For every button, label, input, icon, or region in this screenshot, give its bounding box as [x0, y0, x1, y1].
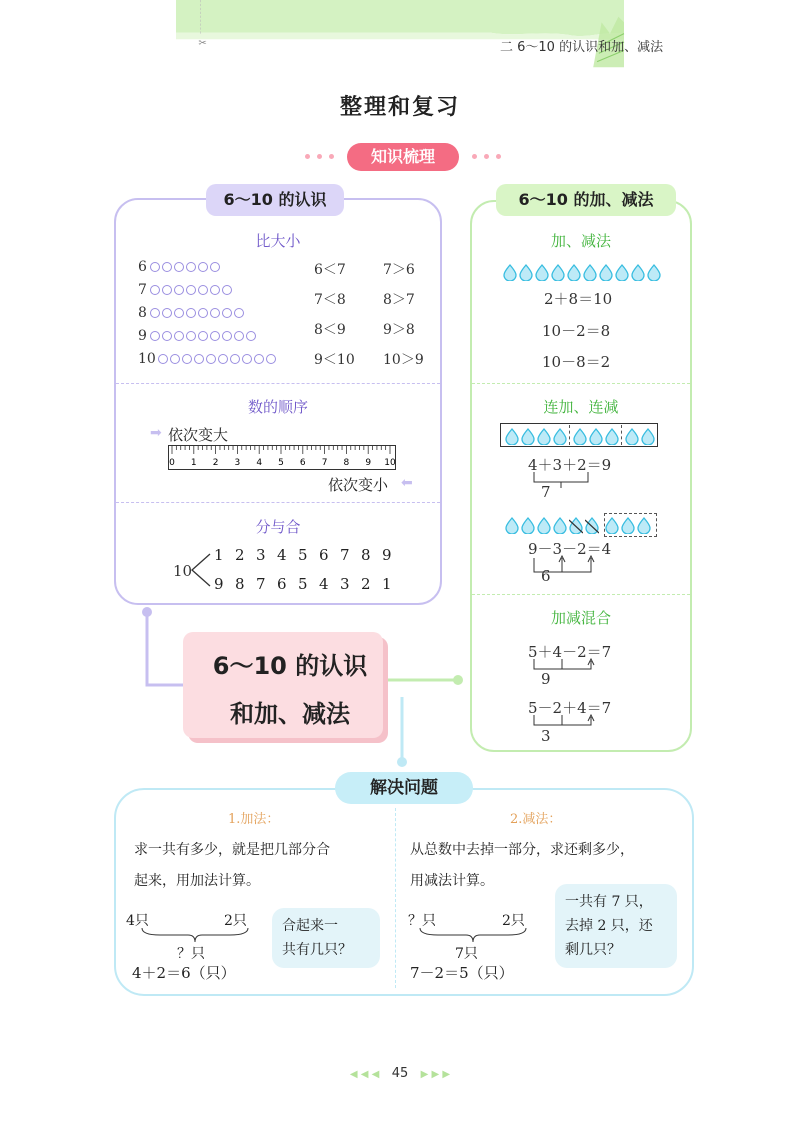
- page-number: 45: [391, 1066, 409, 1081]
- circle-icon: [242, 354, 252, 364]
- split-number: 4: [277, 546, 287, 564]
- ruler-label: 9: [365, 458, 372, 468]
- right-panel-tab: 6～10 的加、减法: [496, 184, 676, 216]
- knowledge-badge: 知识梳理: [347, 143, 459, 171]
- circle-icon: [210, 285, 220, 295]
- decor-dot: [305, 154, 310, 159]
- compare-row: [138, 351, 278, 374]
- water-drop-icon: [589, 428, 603, 445]
- circle-icon: [246, 331, 256, 341]
- circle-icon: [222, 285, 232, 295]
- water-drop-icon: [585, 517, 599, 534]
- split-heading: 分与合: [255, 518, 301, 536]
- center-line-1: 6～10 的认识: [212, 652, 368, 680]
- chain-sub-mid: 6: [541, 567, 551, 585]
- circle-icon: [150, 308, 160, 318]
- subtraction-speech-bubble: [555, 884, 677, 968]
- order-heading: 数的顺序: [247, 398, 308, 416]
- addition-speech-bubble: [272, 908, 380, 968]
- compare-row: [138, 259, 278, 282]
- mixed1-mid: 9: [541, 670, 551, 688]
- page-title: 整理和复习: [339, 95, 460, 120]
- circle-icon: [150, 285, 160, 295]
- circle-icon: [230, 354, 240, 364]
- split-number: 5: [298, 546, 308, 564]
- mixed-heading: 加减混合: [550, 609, 611, 627]
- water-drop-icon: [553, 517, 567, 534]
- ruler-label: 1: [190, 458, 197, 468]
- subtraction-right-qty: 2只: [502, 913, 525, 929]
- split-bottom-row: [214, 575, 403, 593]
- circle-icon: [174, 262, 184, 272]
- chain-add-mid: 7: [541, 483, 551, 501]
- chain-sub-eq: 9－3－2＝4: [528, 540, 612, 558]
- circle-icon: [150, 331, 160, 341]
- circle-icon: [162, 331, 172, 341]
- split-number: 3: [340, 575, 350, 593]
- water-drop-icon: [647, 264, 661, 281]
- water-drop-icon: [583, 264, 597, 281]
- ruler-label: 10: [384, 458, 396, 468]
- circle-icon: [174, 331, 184, 341]
- divider: [472, 383, 690, 384]
- subtraction-text-2: 用减法计算。: [410, 873, 494, 889]
- chain-heading: 连加、连减: [543, 398, 619, 416]
- circle-icon: [174, 285, 184, 295]
- arrow-left-icon: ⬅: [401, 475, 413, 491]
- compare-heading: 比大小: [255, 232, 301, 250]
- addsub-eq-3: 10－8＝2: [542, 353, 611, 371]
- compare-col-less: [314, 259, 355, 379]
- compare-greater-item: 8＞7: [383, 292, 415, 308]
- compare-greater-item: 7＞6: [383, 262, 415, 278]
- circle-icon: [150, 262, 160, 272]
- compare-col-greater: [383, 259, 424, 379]
- center-line-2: 和加、减法: [230, 700, 350, 728]
- addition-text-2: 起来，用加法计算。: [134, 873, 260, 889]
- water-drop-icon: [521, 517, 535, 534]
- compare-row-number: 9: [138, 328, 147, 344]
- compare-rows: [138, 259, 278, 374]
- split-number: 8: [235, 575, 245, 593]
- split-number: 4: [319, 575, 329, 593]
- split-number: 2: [235, 546, 245, 564]
- addition-total: ？只: [177, 946, 205, 962]
- group-divider: [569, 425, 570, 445]
- water-drop-icon: [551, 264, 565, 281]
- split-number: 7: [340, 546, 350, 564]
- water-drop-icon: [505, 517, 519, 534]
- water-drop-icon: [505, 428, 519, 445]
- circle-icon: [234, 331, 244, 341]
- circle-icon: [182, 354, 192, 364]
- subtraction-equation: 7－2＝5（只）: [410, 964, 514, 982]
- compare-row-number: 7: [138, 282, 147, 298]
- circle-icon: [218, 354, 228, 364]
- compare-row-number: 10: [138, 351, 156, 367]
- circle-icon: [174, 308, 184, 318]
- triangle-left-icon: ◀ ◀ ◀: [349, 1069, 380, 1080]
- water-drops-row: [505, 426, 657, 445]
- chapter-title: 二 6～10 的认识和加、减法: [500, 40, 664, 55]
- circle-icon: [158, 354, 168, 364]
- split-number: 9: [214, 575, 224, 593]
- split-number: 1: [214, 546, 224, 564]
- subtraction-left-qty: ？只: [408, 913, 436, 929]
- circle-icon: [198, 285, 208, 295]
- circle-icon: [222, 331, 232, 341]
- problem-solving-badge: 解决问题: [335, 772, 473, 804]
- compare-less-item: 9＜10: [314, 352, 355, 368]
- split-number: 6: [277, 575, 287, 593]
- split-number: 2: [361, 575, 371, 593]
- water-drop-icon: [605, 428, 619, 445]
- order-up-label: 依次变大: [168, 426, 229, 444]
- ruler-label: 8: [343, 458, 350, 468]
- split-number: 5: [298, 575, 308, 593]
- split-number: 6: [319, 546, 329, 564]
- ruler-label: 7: [321, 458, 328, 468]
- left-panel-tab: 6～10 的认识: [206, 184, 344, 216]
- addition-label: 1.加法：: [228, 812, 280, 827]
- circle-icon: [266, 354, 276, 364]
- water-drop-icon: [521, 428, 535, 445]
- circle-icon: [254, 354, 264, 364]
- split-number: 9: [382, 546, 392, 564]
- circle-icon: [198, 308, 208, 318]
- mixed1-eq: 5＋4－2＝7: [528, 643, 612, 661]
- ruler-label: 0: [169, 458, 175, 468]
- subtraction-label: 2.减法：: [510, 812, 562, 827]
- water-drop-icon: [625, 428, 639, 445]
- compare-greater-item: 9＞8: [383, 322, 415, 338]
- subtraction-text-1: 从总数中去掉一部分，求还剩多少，: [410, 842, 634, 858]
- decor-dot: [484, 154, 489, 159]
- split-number: 8: [361, 546, 371, 564]
- split-number: 3: [256, 546, 266, 564]
- divider: [395, 808, 396, 988]
- circle-icon: [210, 308, 220, 318]
- compare-row: [138, 328, 278, 351]
- water-drop-icon: [573, 428, 587, 445]
- split-bracket: [190, 552, 212, 588]
- bubble-line: 剩几只？: [565, 942, 621, 958]
- water-drop-icon: [615, 264, 629, 281]
- arrow-right-icon: ➡: [150, 425, 162, 441]
- addsub-heading: 加、减法: [550, 232, 611, 250]
- circle-icon: [210, 262, 220, 272]
- svg-text:✂: ✂: [198, 37, 207, 49]
- ruler-label: 3: [234, 458, 241, 468]
- water-drop-icon: [599, 264, 613, 281]
- water-drop-icon: [567, 264, 581, 281]
- water-drops-row: [503, 262, 663, 281]
- decor-dot: [496, 154, 501, 159]
- number-ruler: [168, 445, 396, 471]
- water-drop-icon: [537, 517, 551, 534]
- decor-dot: [329, 154, 334, 159]
- decor-dot: [317, 154, 322, 159]
- circle-icon: [162, 285, 172, 295]
- order-down-label: 依次变小: [328, 476, 389, 494]
- water-drop-icon: [537, 428, 551, 445]
- divider: [472, 594, 690, 595]
- addition-equation: 4＋2＝6（只）: [132, 964, 236, 982]
- decor-dot: [472, 154, 477, 159]
- chain-add-eq: 4＋3＋2＝9: [528, 456, 612, 474]
- circle-icon: [198, 331, 208, 341]
- circle-icon: [162, 308, 172, 318]
- bubble-line: 去掉 2 只，还: [565, 918, 653, 934]
- divider: [116, 383, 440, 384]
- circle-icon: [194, 354, 204, 364]
- water-drop-icon: [631, 264, 645, 281]
- header-banner: [0, 0, 800, 70]
- compare-row: [138, 282, 278, 305]
- mixed2-eq: 5－2＋4＝7: [528, 699, 612, 717]
- ruler-label: 4: [256, 458, 263, 468]
- circle-icon: [186, 331, 196, 341]
- compare-greater-item: 10＞9: [383, 352, 424, 368]
- compare-less-item: 6＜7: [314, 262, 346, 278]
- split-number: 1: [382, 575, 392, 593]
- addition-left-qty: 4只: [126, 913, 149, 929]
- circle-icon: [206, 354, 216, 364]
- water-drop-icon: [569, 517, 583, 534]
- divider: [116, 502, 440, 503]
- circle-icon: [170, 354, 180, 364]
- split-number: 7: [256, 575, 266, 593]
- split-total: 10: [173, 562, 193, 580]
- group-divider: [621, 425, 622, 445]
- addsub-eq-2: 10－2＝8: [542, 322, 611, 340]
- addsub-eq-1: 2＋8＝10: [544, 290, 613, 308]
- mixed2-mid: 3: [541, 727, 551, 745]
- compare-row-number: 8: [138, 305, 147, 321]
- circle-icon: [186, 285, 196, 295]
- circle-icon: [162, 262, 172, 272]
- water-drop-icon: [519, 264, 533, 281]
- subtraction-total: 7只: [455, 946, 478, 962]
- circle-icon: [222, 308, 232, 318]
- ruler-label: 5: [278, 458, 284, 468]
- compare-row: [138, 305, 278, 328]
- compare-row-number: 6: [138, 259, 147, 275]
- bubble-line: 共有几只？: [282, 942, 352, 958]
- bubble-line: 合起来一: [282, 918, 338, 934]
- split-top-row: [214, 546, 403, 564]
- water-drop-icon: [641, 428, 655, 445]
- ruler-label: 2: [212, 458, 219, 468]
- water-drop-icon: [503, 264, 517, 281]
- addition-right-qty: 2只: [224, 913, 247, 929]
- addition-text-1: 求一共有多少，就是把几部分合: [134, 842, 330, 858]
- compare-less-item: 8＜9: [314, 322, 346, 338]
- water-drop-icon: [535, 264, 549, 281]
- removed-group-box: [604, 513, 657, 537]
- circle-icon: [186, 262, 196, 272]
- circle-icon: [186, 308, 196, 318]
- triangle-right-icon: ▶ ▶ ▶: [420, 1069, 451, 1080]
- circle-icon: [234, 308, 244, 318]
- circle-icon: [198, 262, 208, 272]
- compare-less-item: 7＜8: [314, 292, 346, 308]
- ruler-label: 6: [299, 458, 306, 468]
- water-drop-icon: [553, 428, 567, 445]
- page-number-row: [0, 1066, 800, 1081]
- circle-icon: [210, 331, 220, 341]
- bubble-line: 一共有 7 只，: [565, 894, 653, 910]
